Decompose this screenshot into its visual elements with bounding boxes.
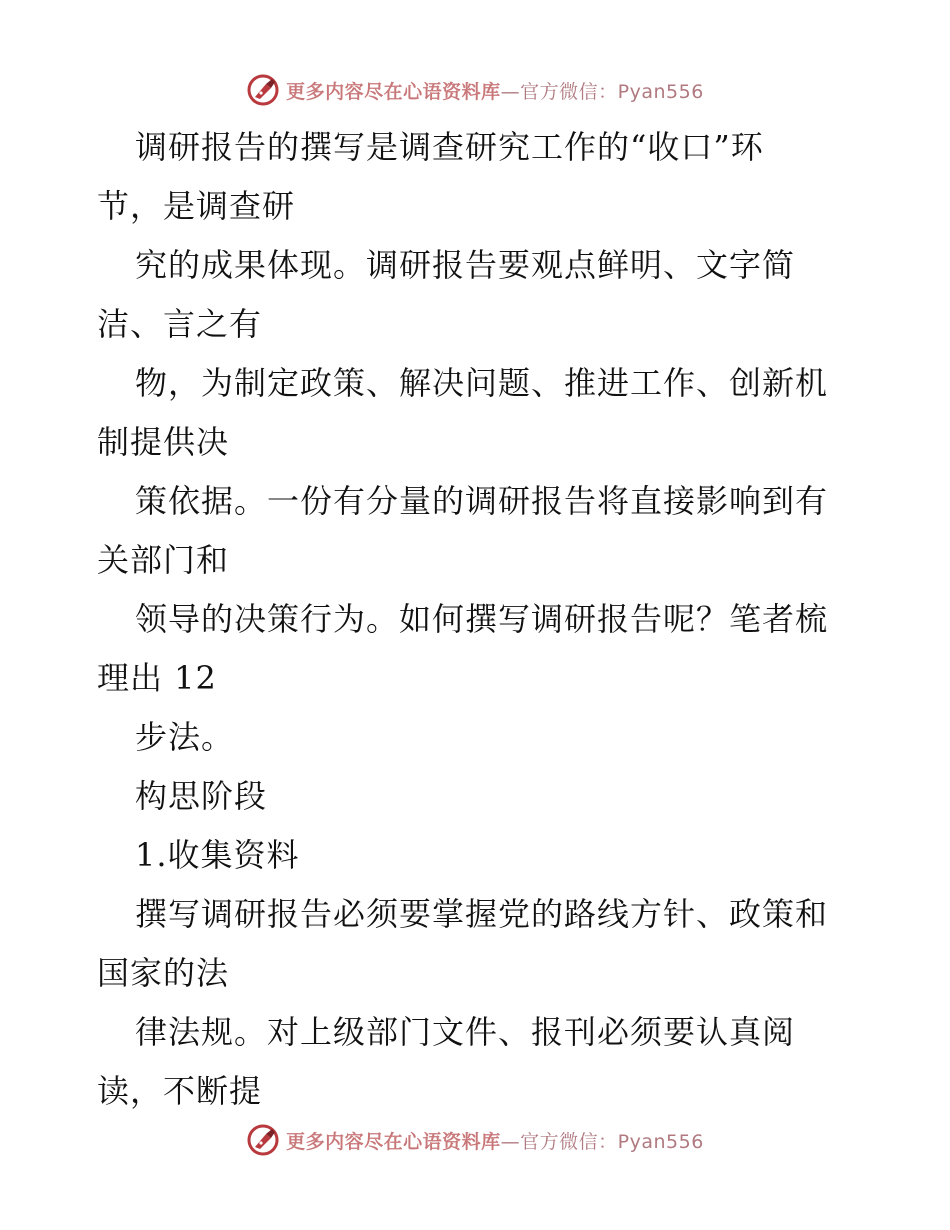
- header-banner-main: 更多内容尽在心语资料库: [286, 80, 501, 103]
- body-line: 节，是调查研: [97, 187, 296, 225]
- footer-banner-dash: —: [500, 1130, 521, 1153]
- pen-nib-logo-icon: [246, 1123, 280, 1157]
- body-line: 制提供决: [97, 423, 230, 461]
- footer-banner: [0, 1120, 950, 1160]
- body-line: 关部门和: [97, 541, 230, 579]
- section-heading: 构思阶段: [135, 777, 268, 815]
- header-banner-dash: —: [500, 80, 521, 103]
- body-line: 策依据。一份有分量的调研报告将直接影响到有: [135, 482, 829, 520]
- footer-banner-text: [286, 1127, 704, 1154]
- body-line: 读，不断提: [97, 1072, 263, 1110]
- footer-banner-main: 更多内容尽在心语资料库: [286, 1130, 501, 1153]
- document-body: [97, 118, 877, 1121]
- body-line: 究的成果体现。调研报告要观点鲜明、文字简: [135, 246, 796, 284]
- body-line: 理出 12: [97, 659, 217, 697]
- header-banner-text: [286, 77, 704, 104]
- body-line: 国家的法: [97, 954, 230, 992]
- header-banner-inner: [246, 73, 704, 107]
- header-banner: [0, 70, 950, 110]
- pen-nib-logo-icon: [246, 73, 280, 107]
- body-line: 洁、言之有: [97, 305, 263, 343]
- body-line: 领导的决策行为。如何撰写调研报告呢？笔者梳: [135, 600, 829, 638]
- body-line: 步法。: [135, 718, 235, 756]
- header-banner-wechat: 官方微信：Pyan556: [520, 80, 704, 103]
- footer-banner-wechat: 官方微信：Pyan556: [520, 1130, 704, 1153]
- footer-banner-inner: [246, 1123, 704, 1157]
- body-line: 调研报告的撰写是调查研究工作的“收口”环: [135, 128, 764, 166]
- body-line: 撰写调研报告必须要掌握党的路线方针、政策和: [135, 895, 829, 933]
- body-line: 物，为制定政策、解决问题、推进工作、创新机: [135, 364, 829, 402]
- subsection-heading: 1.收集资料: [135, 836, 300, 874]
- body-line: 律法规。对上级部门文件、报刊必须要认真阅: [135, 1013, 796, 1051]
